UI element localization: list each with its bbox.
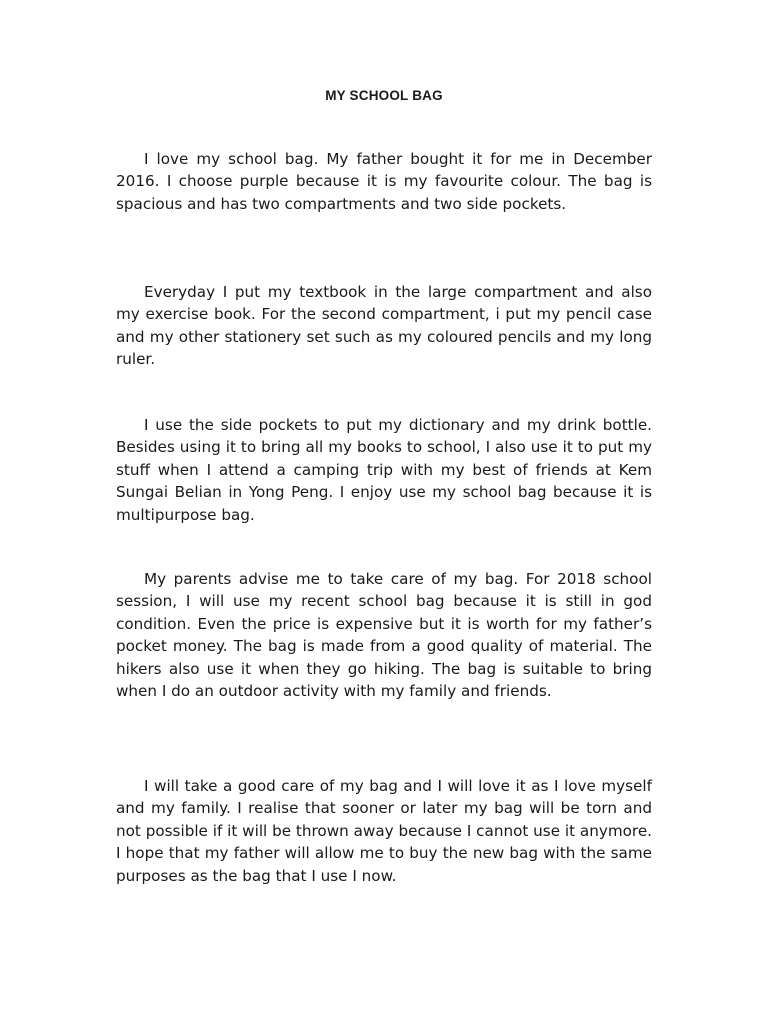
- essay-paragraph-2: Everyday I put my textbook in the large compartment and also my exercise book. For the second compartment, i put my pencil case and my other stationery set such as my coloured pencils and my long ruler.: [116, 283, 652, 369]
- essay-paragraph-5: I will take a good care of my bag and I will love it as I love myself and my family. I realise that sooner or later my bag will be torn and not possible if it will be thrown away because I cannot use it anymore. I hope that my father will allow me to buy the new bag with the same purposes as the bag that I use I now.: [116, 777, 652, 885]
- essay-paragraph-3: I use the side pockets to put my dictionary and my drink bottle. Besides using it to bring all my books to school, I also use it to put my stuff when I attend a camping trip with my best of friends at Kem Sungai Belian in Yong Peng. I enjoy use my school bag because it is multipurpose bag.: [116, 416, 652, 524]
- essay-paragraph-4: My parents advise me to take care of my bag. For 2018 school session, I will use my recent school bag because it is still in god condition. Even the price is expensive but it is worth for my father’s pocket money. The bag is made from a good quality of material. The hikers also use it when they go hiking. The bag is suitable to bring when I do an outdoor activity with my family and friends.: [116, 570, 652, 701]
- essay-title: MY SCHOOL BAG: [325, 88, 443, 103]
- essay-paragraph-1: I love my school bag. My father bought it for me in December 2016. I choose purple because it is my favourite colour. The bag is spacious and has two compartments and two side pockets.: [116, 150, 652, 213]
